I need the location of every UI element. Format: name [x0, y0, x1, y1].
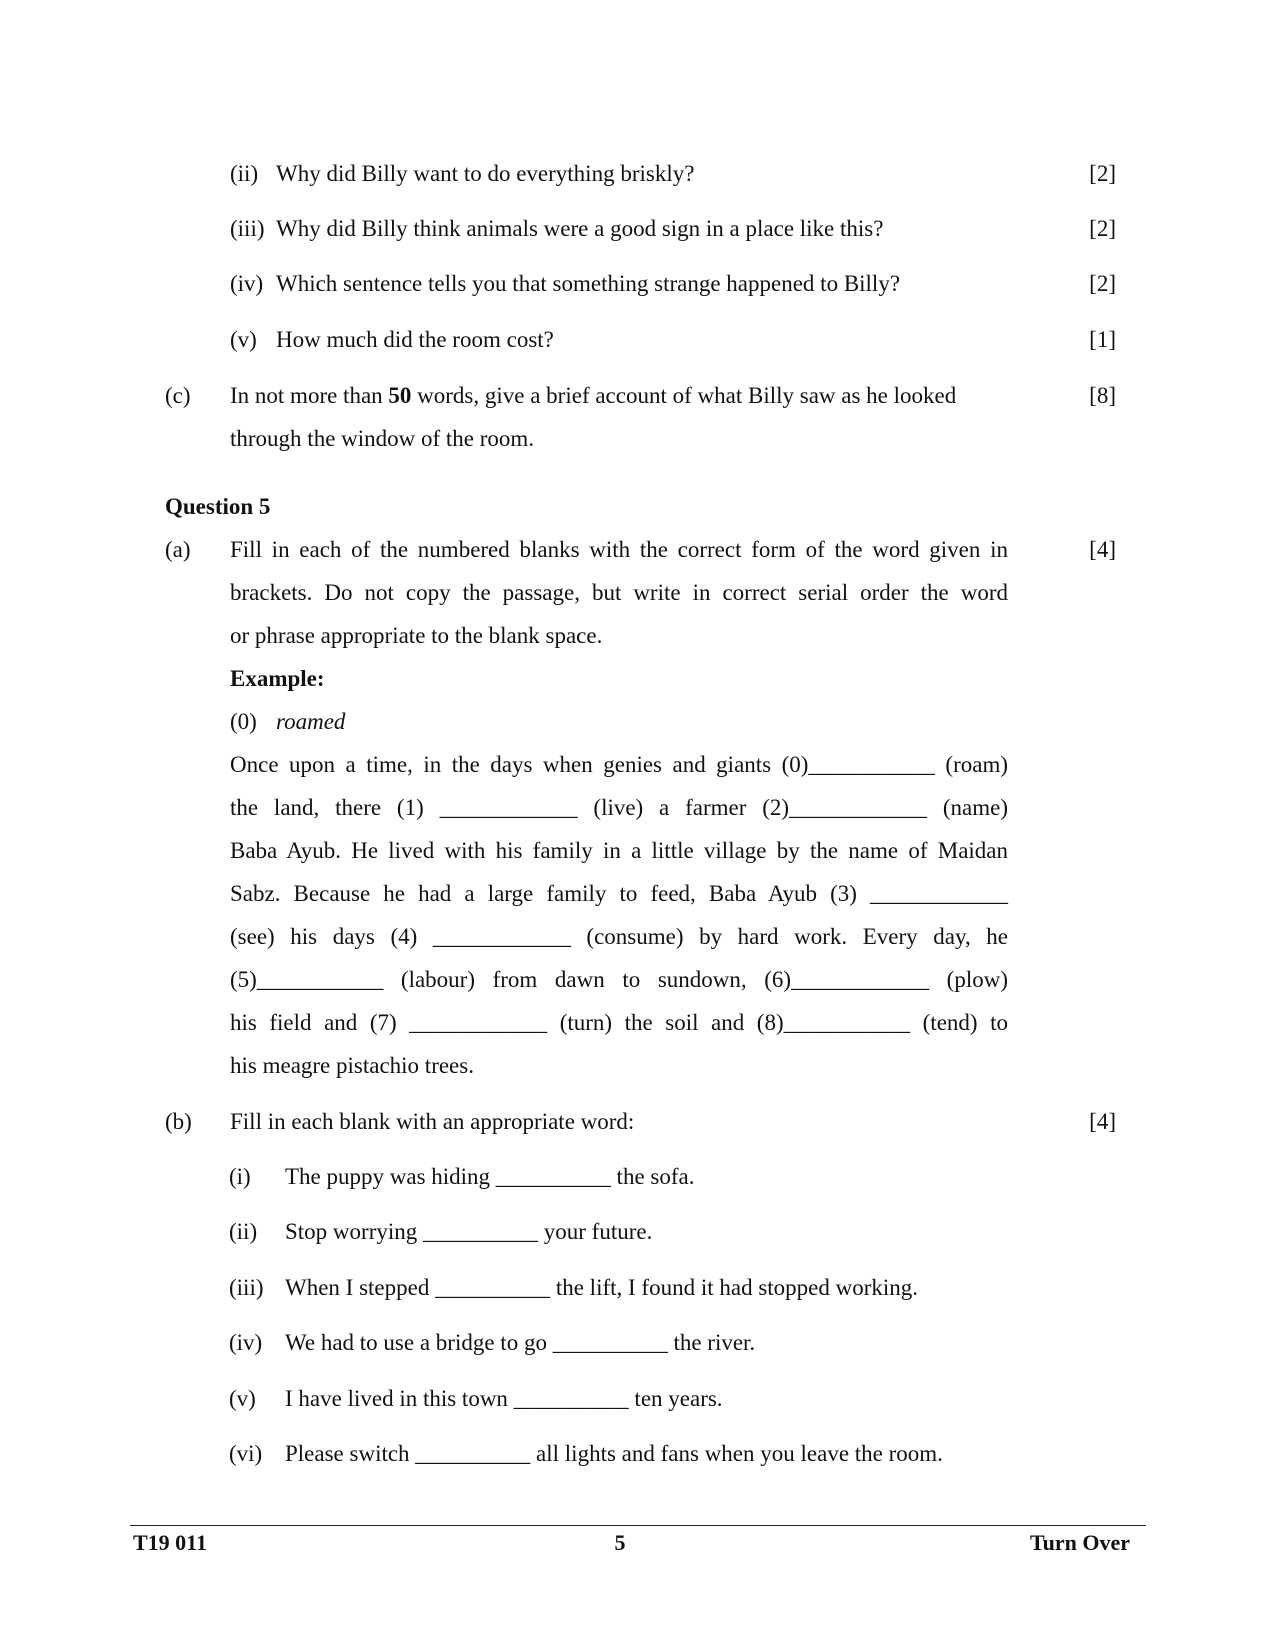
- footer-divider: [130, 1525, 1146, 1526]
- item-number: (iii): [229, 1275, 264, 1300]
- marks: [4]: [1089, 1109, 1116, 1134]
- passage-line: (5)___________ (labour) from dawn to sundown, (6)____________ (plow): [230, 967, 1008, 992]
- part-label: (b): [165, 1109, 192, 1134]
- item-number: (ii): [230, 161, 259, 186]
- marks: [1]: [1089, 327, 1116, 352]
- turn-over-label: Turn Over: [1029, 1530, 1130, 1555]
- page-number: 5: [614, 1530, 626, 1555]
- example-answer: roamed: [276, 709, 346, 734]
- item-number: (iii): [230, 216, 265, 241]
- question-heading: Question 5: [165, 494, 271, 519]
- passage-line: his meagre pistachio trees.: [230, 1053, 474, 1078]
- item-text: Why did Billy want to do everything briskly?: [276, 161, 695, 186]
- instruction-line: Fill in each of the numbered blanks with the correct form of the word given in: [230, 537, 1008, 562]
- part-c-line-1: [230, 384, 956, 407]
- passage-line: Sabz. Because he had a large family to feed, Baba Ayub (3) ____________: [230, 881, 1008, 906]
- item-text: How much did the room cost?: [276, 327, 554, 352]
- instruction-line: brackets. Do not copy the passage, but write in correct serial order the word: [230, 580, 1008, 605]
- part-b-instruction: Fill in each blank with an appropriate word:: [230, 1109, 635, 1134]
- text-run: In not more than: [230, 383, 389, 408]
- part-label: (c): [165, 383, 191, 408]
- item-text: Why did Billy think animals were a good sign in a place like this?: [276, 216, 884, 241]
- item-number: (i): [229, 1164, 251, 1189]
- passage: [230, 753, 1008, 1097]
- marks: [2]: [1089, 161, 1116, 186]
- item-number: (ii): [229, 1219, 258, 1244]
- passage-line: Baba Ayub. He lived with his family in a little village by the name of Maidan: [230, 838, 1008, 863]
- part-c-line-2: through the window of the room.: [230, 426, 535, 451]
- marks: [4]: [1089, 537, 1116, 562]
- item-number: (v): [229, 1386, 256, 1411]
- paper-code: T19 011: [133, 1530, 207, 1555]
- instruction-paragraph: [230, 538, 1008, 667]
- example-number: (0): [230, 709, 257, 734]
- item-number: (iv): [230, 271, 264, 296]
- marks: [2]: [1089, 216, 1116, 241]
- item-text: We had to use a bridge to go __________ the river.: [285, 1330, 756, 1355]
- text-run: words, give a brief account of what Billy saw as he looked: [411, 383, 957, 408]
- item-text: Which sentence tells you that something strange happened to Billy?: [276, 271, 901, 296]
- passage-line: Once upon a time, in the days when genies and giants (0)___________ (roam): [230, 752, 1008, 777]
- word-limit: 50: [388, 383, 412, 408]
- item-number: (iv): [229, 1330, 263, 1355]
- item-number: (vi): [229, 1441, 263, 1466]
- item-text: The puppy was hiding __________ the sofa.: [285, 1164, 695, 1189]
- instruction-line: or phrase appropriate to the blank space.: [230, 623, 603, 648]
- marks: [2]: [1089, 271, 1116, 296]
- passage-line: his field and (7) ____________ (turn) the soil and (8)___________ (tend) to: [230, 1010, 1008, 1035]
- item-text: Please switch __________ all lights and fans when you leave the room.: [285, 1441, 943, 1466]
- item-text: I have lived in this town __________ ten years.: [285, 1386, 723, 1411]
- passage-line: (see) his days (4) ____________ (consume) by hard work. Every day, he: [230, 924, 1008, 949]
- passage-line: the land, there (1) ____________ (live) a farmer (2)____________ (name): [230, 795, 1008, 820]
- item-text: When I stepped __________ the lift, I found it had stopped working.: [285, 1275, 919, 1300]
- example-label: Example:: [230, 666, 325, 691]
- item-text: Stop worrying __________ your future.: [285, 1219, 653, 1244]
- part-label: (a): [165, 537, 191, 562]
- item-number: (v): [230, 327, 257, 352]
- marks: [8]: [1089, 383, 1116, 408]
